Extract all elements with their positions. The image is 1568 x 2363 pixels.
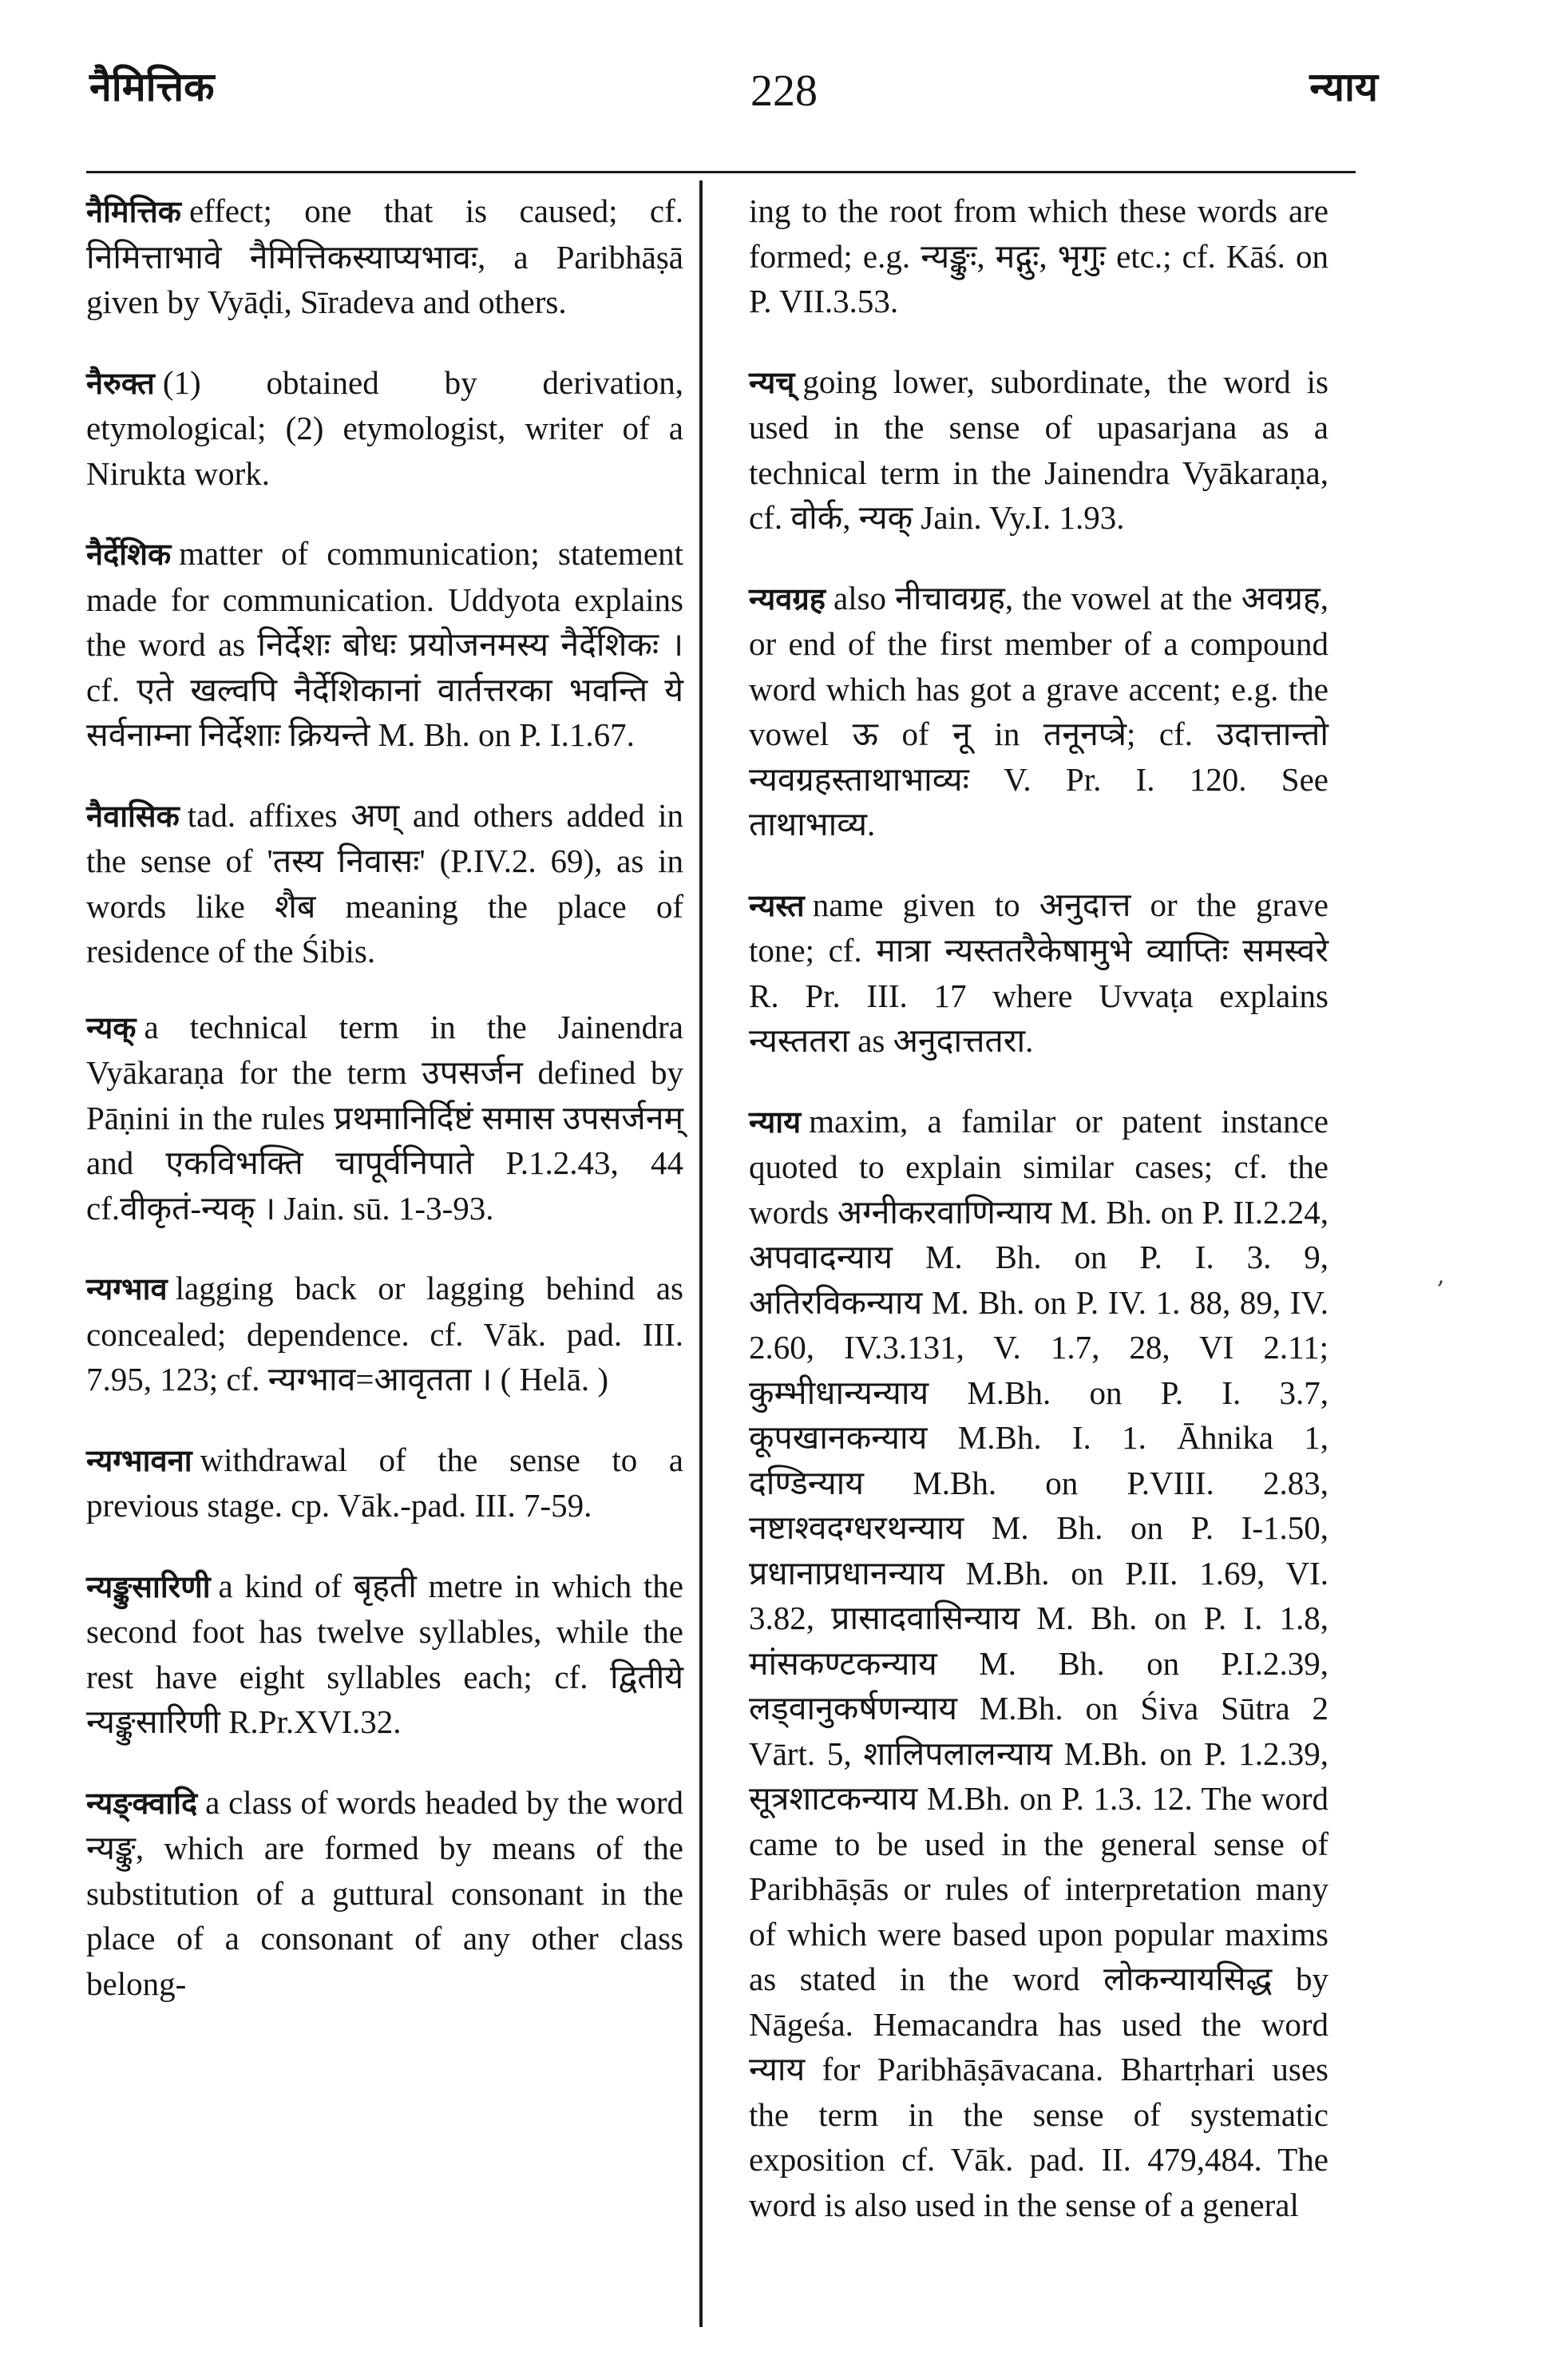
entry-headword: नैरुक्त <box>86 365 155 401</box>
dictionary-entry <box>86 793 683 974</box>
entry-text: a class of words headed by the word न्यङ्कु, which are formed by means of the substitution of a guttural consonant in the place of a consonant of any other class belong- <box>86 1783 683 2002</box>
dictionary-entry <box>749 882 1328 1064</box>
entry-text: lagging back or lagging behind as concealed; dependence. cf. Vāk. pad. III. 7.95, 123; cf. न्यग्भाव=आवृतता । ( Helā. ) <box>86 1270 683 1398</box>
entry-headword: न्यग्भाव <box>86 1271 168 1306</box>
column-divider <box>699 180 703 2327</box>
entry-headword: नैर्देशिक <box>86 537 172 572</box>
entry-text: a kind of बृहती metre in which the second foot has twelve syllables, while the rest have eight syllables each; cf. द्वितीये न्यङ्कुसारिणी R.Pr.XVI.32. <box>86 1567 683 1740</box>
entry-continuation: ing to the root from which these words are formed; e.g. न्यङ्कुः, मद्गुः, भृगुः etc.; cf. Kāś. on P. VII.3.53. <box>749 192 1328 319</box>
dictionary-entry <box>86 188 683 325</box>
entry-text: withdrawal of the sense to a previous stage. cp. Vāk.-pad. III. 7-59. <box>86 1441 683 1524</box>
header-rule <box>86 171 1356 173</box>
entry-headword: न्यग्भावना <box>86 1442 192 1478</box>
entry-text: matter of communication; statement made for communication. Uddyota explains the word as निर्देशः बोधः प्रयोजनमस्य नैर्देशिकः । cf. एते खल्वपि नैर्देशिकानां वार्तत्तरका भवन्ति ये सर्वनाम्ना निर्देशाः क्रियन्ते M. Bh. on P. I.1.67. <box>86 535 683 753</box>
dictionary-entry <box>86 1266 683 1402</box>
entry-headword: न्यवग्रह <box>749 581 826 617</box>
dictionary-entry <box>86 360 683 497</box>
dictionary-entry <box>86 1564 683 1745</box>
entry-text: name given to अनुदात्त or the grave tone; cf. मात्रा न्यस्ततरैकेषामुभे व्याप्तिः समस्वरे R. Pr. III. 17 where Uvvaṭa explains न्यस्ततरा as अनुदात्ततरा. <box>749 886 1328 1059</box>
entry-headword: न्यच् <box>749 364 795 400</box>
entry-text: going lower, subordinate, the word is used in the sense of upasarjana as a technical term in the Jainendra Vyākaraṇa, cf. वोर्क, न्यक् Jain. Vy.I. 1.93. <box>749 363 1328 536</box>
stray-mark: , <box>1437 1262 1445 1290</box>
left-column <box>86 188 683 2041</box>
dictionary-entry <box>86 1437 683 1528</box>
dictionary-entry <box>749 576 1328 847</box>
running-head-left: नैमित्तिक <box>89 63 215 110</box>
dictionary-entry <box>86 531 683 758</box>
entry-headword: न्याय <box>749 1104 802 1140</box>
entry-text: maxim, a familar or patent instance quoted to explain similar cases; cf. the words अग्नीकरवाणिन्याय M. Bh. on P. II.2.24, अपवादन्याय M. Bh. on P. I. 3. 9, अतिरविकन्याय M. Bh. on P. IV. 1. 88, 89, IV. 2.60, IV.3.131, V. 1.7, 28, VI 2.11; कुम्भीधान्यन्याय M.Bh. on P. I. 3.7, कूपखानकन्याय M.Bh. I. 1. Āhnika 1, दण्डिन्याय M.Bh. on P.VIII. 2.83, नष्टाश्वदग्धरथन्याय M. Bh. on P. I-1.50, प्रधानाप्रधानन्याय M.Bh. on P.II. 1.69, VI. 3.82, प्रासादवासिन्याय M. Bh. on P. I. 1.8, मांसकण्टकन्याय M. Bh. on P.I.2.39, लड्वानुकर्षणन्याय M.Bh. on Śiva Sūtra 2 Vārt. 5, शालिपलालन्याय M.Bh. on P. 1.2.39, सूत्रशाटकन्याय M.Bh. on P. 1.3. 12. The word came to be used in the general sense of Paribhāṣās or rules of interpretation many of which were based upon popular maxims as stated in the word लोकन्यायसिद्ध by Nāgeśa. Hemacandra has used the word न्याय for Paribhāṣāvacana. Bhartṛhari uses the term in the sense of systematic exposition cf. Vāk. pad. II. 479,484. The word is also used in the sense of a general <box>749 1102 1328 2223</box>
dictionary-entry <box>749 359 1328 541</box>
running-head-right: न्याय <box>1309 63 1378 110</box>
entry-text: also नीचावग्रह, the vowel at the अवग्रह, or end of the first member of a compound word which has got a grave accent; e.g. the vowel ऊ of नू in तनूनप्त्रे; cf. उदात्तान्तो न्यवग्रहस्ताथाभाव्यः V. Pr. I. 120. See ताथाभाव्य. <box>749 579 1328 843</box>
dictionary-entry <box>86 1005 683 1231</box>
dictionary-entry <box>749 1099 1328 2228</box>
dictionary-entry <box>749 188 1328 324</box>
entry-text: a technical term in the Jainendra Vyākaraṇa for the term उपसर्जन defined by Pāṇini in the rules प्रथमानिर्दिष्टं समास उपसर्जनम् and एकविभक्ति चापूर्वनिपाते P.1.2.43, 44 cf.वीकृतं-न्यक् । Jain. sū. 1-3-93. <box>86 1008 683 1227</box>
dictionary-entry <box>86 1780 683 2007</box>
entry-text: effect; one that is caused; cf. निमित्ताभावे नैमित्तिकस्याप्यभावः, a Paribhāṣā given by Vyāḍi, Sīradeva and others. <box>86 192 683 320</box>
entry-headword: न्यङ्कुसारिणी <box>86 1568 211 1604</box>
entry-headword: न्यस्त <box>749 887 805 923</box>
entry-text: (1) obtained by derivation, etymological; (2) etymologist, writer of a Nirukta work. <box>86 363 683 492</box>
entry-text: tad. affixes अण् and others added in the sense of 'तस्य निवासः' (P.IV.2. 69), as in words like शैब meaning the place of residence of the Śibis. <box>86 796 683 969</box>
entry-headword: नैमित्तिक <box>86 194 181 229</box>
entry-headword: नैवासिक <box>86 798 180 834</box>
entry-headword: न्यङ्क्वादि <box>86 1785 198 1821</box>
entry-headword: न्यक् <box>86 1009 137 1045</box>
right-column <box>749 188 1328 2262</box>
page-number: 228 <box>750 66 818 116</box>
